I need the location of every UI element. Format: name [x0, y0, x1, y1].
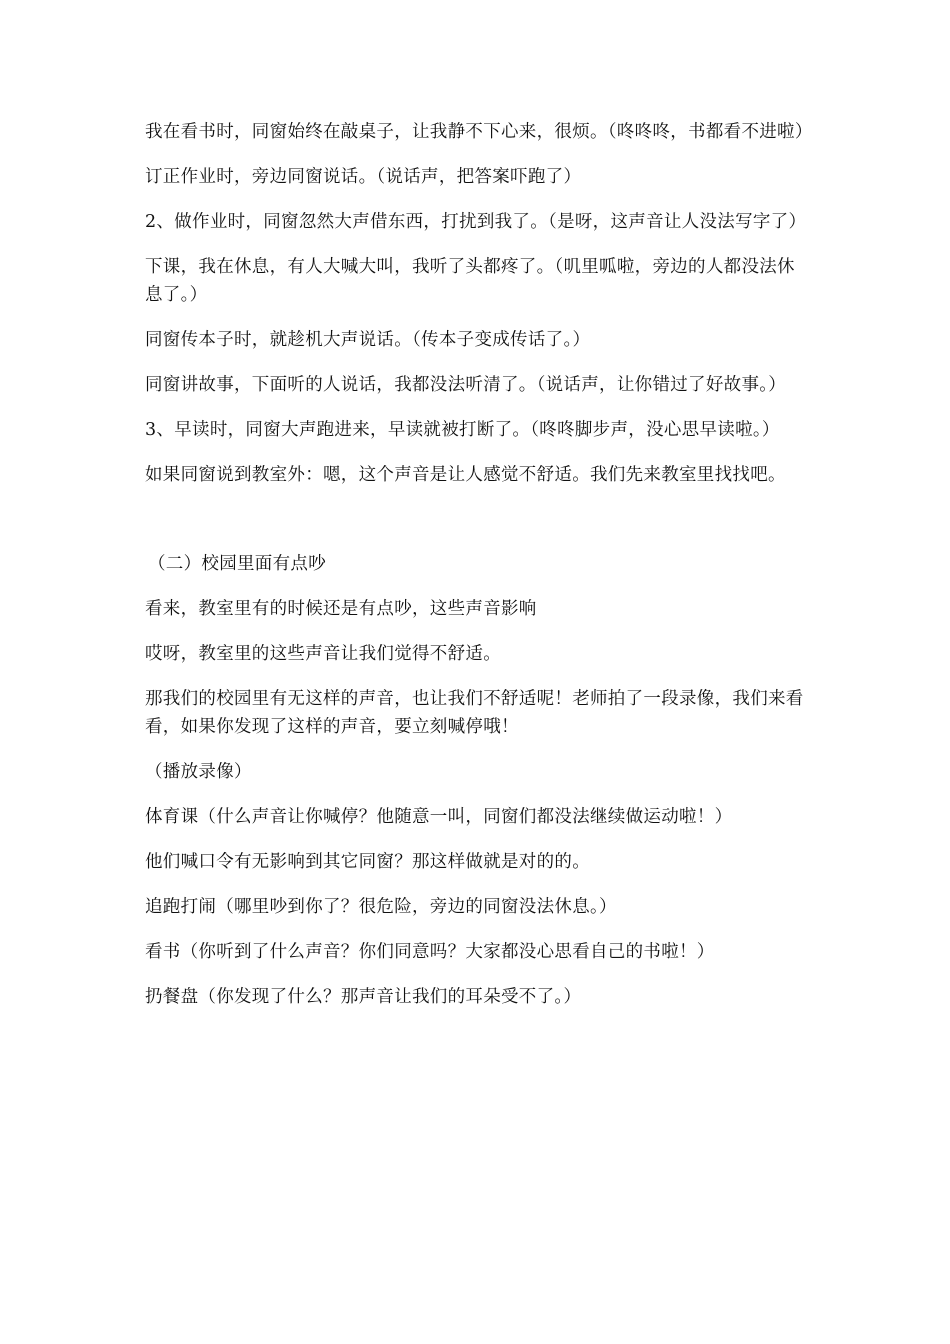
section-heading: （二）校园里面有点吵: [148, 554, 326, 574]
paragraph: 哎呀，教室里的这些声音让我们觉得不舒适。: [145, 644, 501, 664]
paragraph: 订正作业时，旁边同窗说话。（说话声，把答案吓跑了）: [145, 167, 582, 187]
paragraph: 3、早读时，同窗大声跑进来，早读就被打断了。（咚咚脚步声，没心思早读啦。）: [145, 420, 780, 440]
paragraph: 同窗传本子时，就趁机大声说话。（传本子变成传话了。）: [145, 330, 591, 350]
paragraph: 看书（你听到了什么声音？你们同意吗？大家都没心思看自己的书啦！）: [145, 942, 715, 962]
paragraph: 下课，我在休息，有人大喊大叫，我听了头都疼了。（叽里呱啦，旁边的人都没法休息了。）: [145, 257, 795, 305]
paragraph: 看来，教室里有的时候还是有点吵，这些声音影响: [145, 599, 537, 619]
paragraph: 我在看书时，同窗始终在敲桌子，让我静不下心来，很烦。（咚咚咚，书都看不进啦）: [145, 122, 813, 142]
paragraph: 扔餐盘（你发现了什么？那声音让我们的耳朵受不了。）: [145, 987, 582, 1007]
paragraph: 体育课（什么声音让你喊停？他随意一叫，同窗们都没法继续做运动啦！）: [145, 807, 733, 827]
section-spacer: [145, 506, 810, 550]
paragraph: 同窗讲故事，下面听的人说话，我都没法听清了。（说话声，让你错过了好故事。）: [145, 375, 787, 395]
document-body: [145, 118, 813, 1028]
paragraph: 2、做作业时，同窗忽然大声借东西，打扰到我了。（是呀，这声音让人没法写字了）: [145, 212, 807, 232]
paragraph: 那我们的校园里有无这样的声音，也让我们不舒适呢！老师拍了一段录像，我们来看看，如果你发现了这样的声音，要立刻喊停哦！: [145, 689, 804, 737]
paragraph: （播放录像）: [145, 762, 252, 782]
paragraph: 如果同窗说到教室外：嗯，这个声音是让人感觉不舒适。我们先来教室里找找吧。: [145, 465, 786, 485]
paragraph: 追跑打闹（哪里吵到你了？很危险，旁边的同窗没法休息。）: [145, 897, 617, 917]
paragraph: 他们喊口令有无影响到其它同窗？那这样做就是对的的。: [145, 852, 590, 872]
